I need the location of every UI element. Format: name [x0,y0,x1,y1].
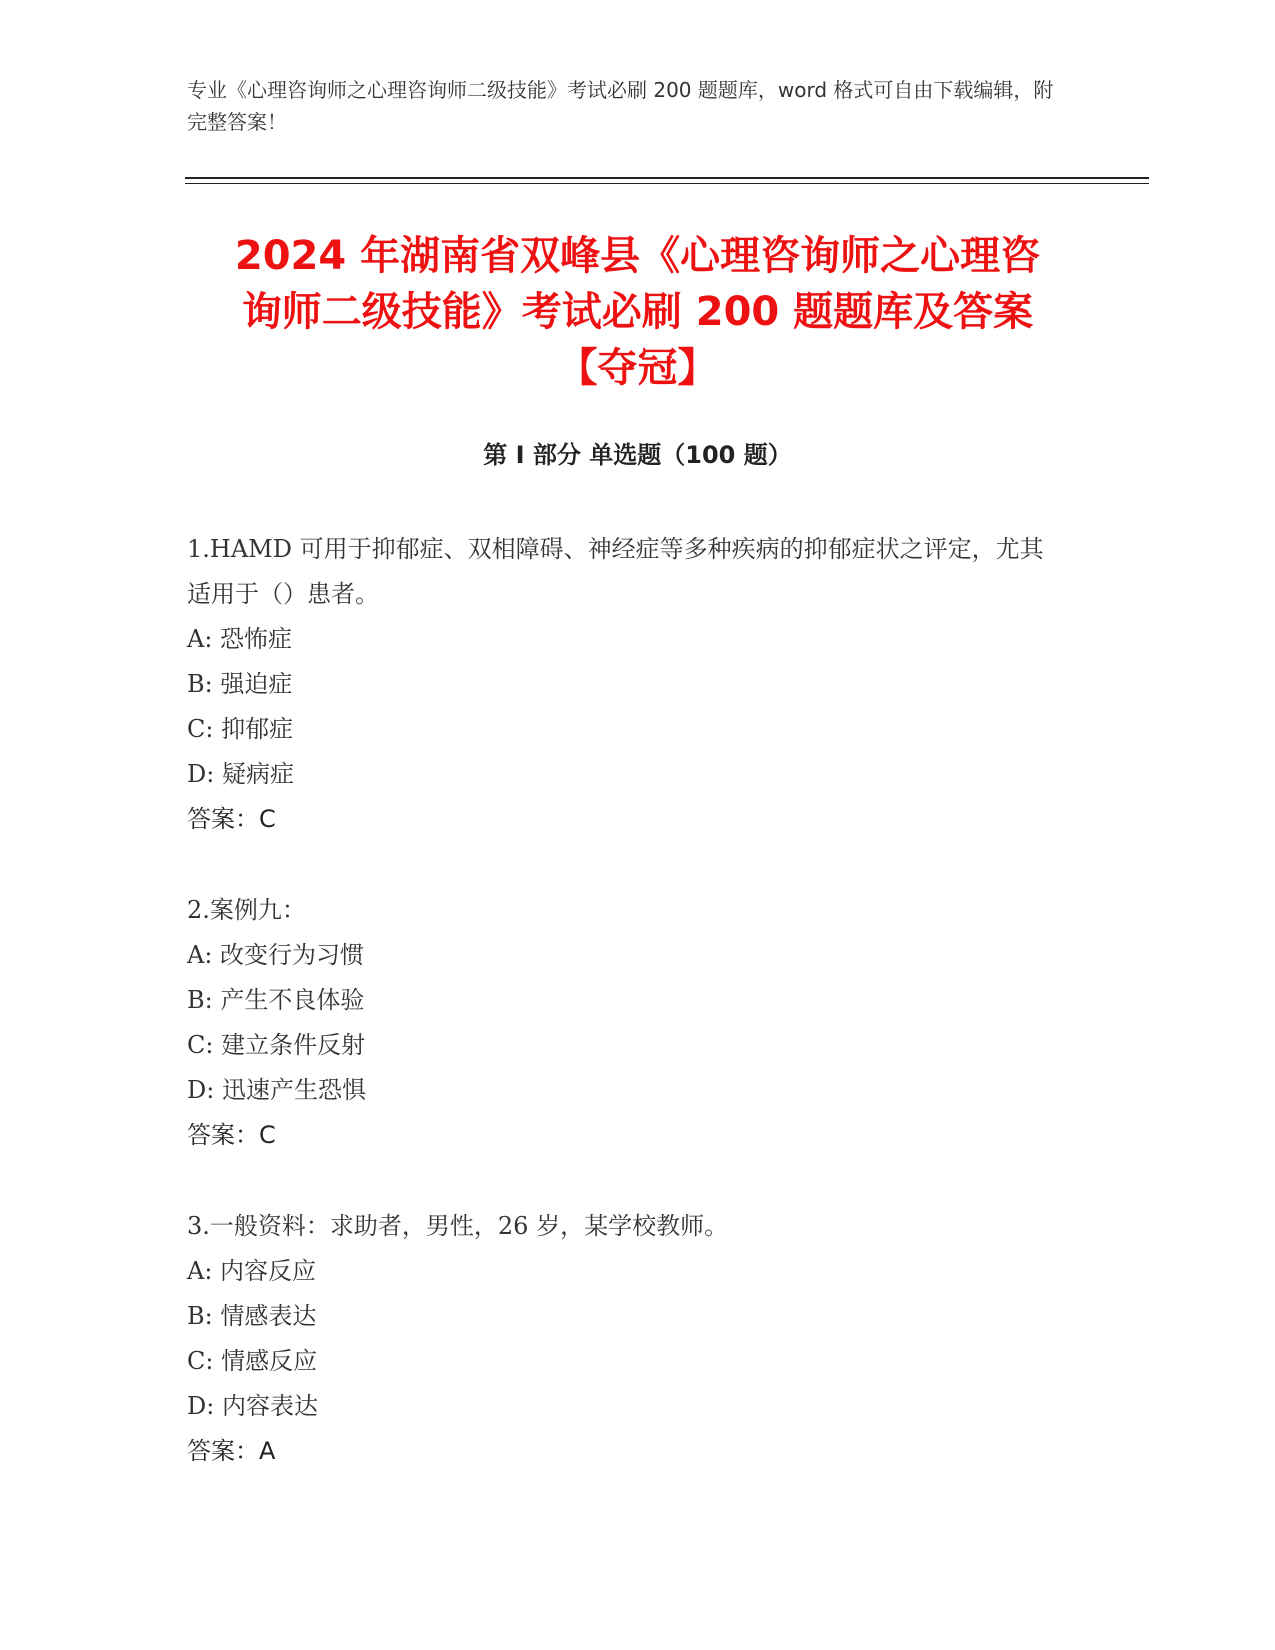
question-stem: 2.案例九： [187,896,306,924]
option-c: C: 情感反应 [187,1347,318,1375]
question-1 [187,527,1067,842]
option-b: B: 情感表达 [187,1302,317,1330]
header-divider-thick [185,177,1149,179]
option-a: A: 内容反应 [187,1257,317,1285]
question-stem: 3.一般资料：求助者，男性，26 岁，某学校教师。 [187,1212,729,1240]
question-stem: 1.HAMD 可用于抑郁症、双相障碍、神经症等多种疾病的抑郁症状之评定，尤其适用于（）患者。 [187,535,1044,608]
question-answer: 答案：C [187,805,276,833]
question-answer: 答案：A [187,1437,276,1465]
option-d: D: 迅速产生恐惧 [187,1076,366,1104]
title-line-2: 询师二级技能》考试必刷 200 题题库及答案 [241,289,1034,335]
title-line-1: 2024 年湖南省双峰县《心理咨询师之心理咨 [234,233,1041,279]
option-d: D: 疑病症 [187,760,294,788]
question-3 [187,1204,1067,1474]
option-b: B: 强迫症 [187,670,293,698]
option-d: D: 内容表达 [187,1392,318,1420]
document-title [185,228,1090,396]
question-2 [187,888,1067,1158]
question-answer: 答案：C [187,1121,276,1149]
option-b: B: 产生不良体验 [187,986,365,1014]
title-line-3: 【夺冠】 [557,345,718,391]
option-a: A: 改变行为习惯 [187,941,365,969]
option-c: C: 建立条件反射 [187,1031,366,1059]
header-note: 专业《心理咨询师之心理咨询师二级技能》考试必刷 200 题题库，word 格式可自由下载编辑，附完整答案！ [187,78,1054,134]
section-heading: 第 I 部分 单选题（100 题） [483,441,792,469]
header-divider-thin [185,183,1149,184]
option-c: C: 抑郁症 [187,715,294,743]
option-a: A: 恐怖症 [187,625,293,653]
question-list [187,527,1067,1520]
